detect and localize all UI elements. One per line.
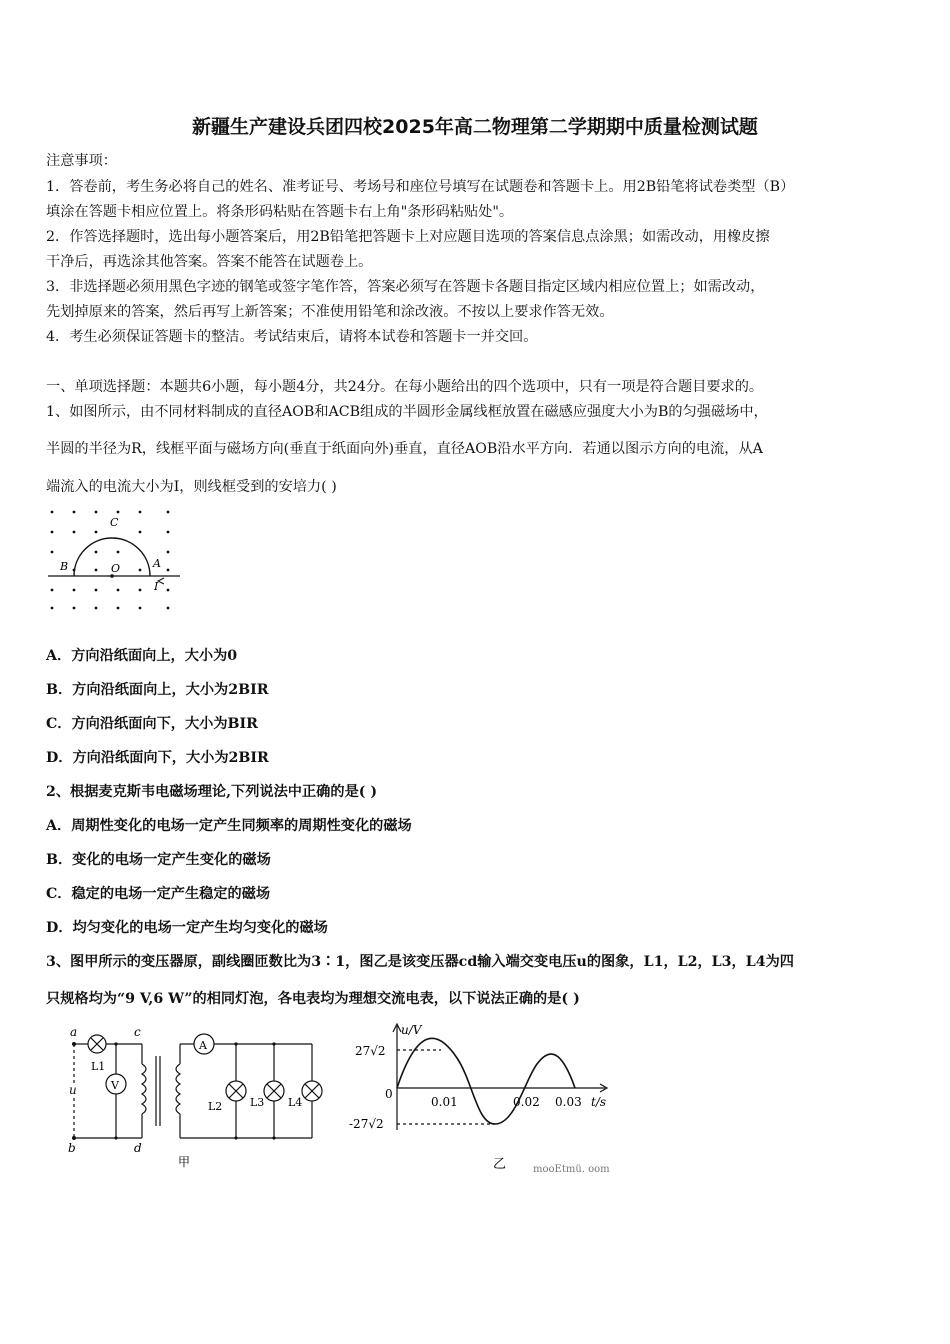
question-1-stem: 1、如图所示，由不同材料制成的直径AOB和ACB组成的半圆形金属线框放置在磁感应强度大小为B的匀强磁场中， (46, 404, 768, 420)
terminal-c-label: c (134, 1025, 141, 1039)
question-2-option-a[interactable]: A．周期性变化的电场一定产生同频率的周期性变化的磁场 (46, 818, 412, 834)
terminal-b-label: b (68, 1141, 76, 1155)
question-3-stem: 只规格均为“9 V,6 W”的相同灯泡，各电表均为理想交流电表，以下说法正确的是( ) (46, 991, 580, 1007)
question-1-option-a[interactable]: A．方向沿纸面向上，大小为0 (46, 648, 238, 664)
graph-xlabel: t/s (591, 1095, 607, 1109)
question-2-option-d[interactable]: D．均匀变化的电场一定产生均匀变化的磁场 (46, 920, 328, 936)
lamp-l3-label: L3 (250, 1096, 265, 1109)
transformer-circuit-figure (60, 1022, 330, 1172)
terminal-a-label: a (70, 1025, 78, 1039)
watermark-text: mooEtmü. oom (533, 1164, 610, 1175)
page-title: 新疆生产建设兵团四校2025年高二物理第二学期期中质量检测试题 (192, 116, 758, 138)
section-heading: 一、单项选择题：本题共6小题，每小题4分，共24分。在每小题给出的四个选项中，只有一项是符合题目要求的。 (46, 379, 764, 395)
graph-tick-label: 0.03 (555, 1095, 582, 1109)
graph-ylabel: u/V (401, 1023, 422, 1037)
voltmeter-label: V (111, 1079, 119, 1092)
question-1-option-b[interactable]: B．方向沿纸面向上，大小为2BIR (46, 682, 269, 698)
question-1-stem: 半圆的半径为R，线框平面与磁场方向(垂直于纸面向外)垂直，直径AOB沿水平方向．若通以图示方向的电流，从A (46, 441, 763, 457)
label-b: B (60, 560, 69, 573)
question-3-stem: 3、图甲所示的变压器原，副线圈匝数比为3∶1，图乙是该变压器cd输入端交变电压u的图象，L1，L2，L3，L4为四 (46, 954, 794, 970)
notice-line: 先划掉原来的答案，然后再写上新答案；不准使用铅笔和涂改液。不按以上要求作答无效。 (46, 304, 614, 320)
graph-ymin-label: -27√2 (349, 1117, 384, 1131)
label-i: I (154, 580, 159, 593)
graph-ymax-label: 27√2 (355, 1044, 386, 1058)
question-1-stem: 端流入的电流大小为I，则线框受到的安培力( ) (46, 479, 337, 495)
question-2-option-c[interactable]: C．稳定的电场一定产生稳定的磁场 (46, 886, 271, 902)
lamp-l4-label: L4 (288, 1096, 303, 1109)
question-2-stem: 2、根据麦克斯韦电磁场理论,下列说法中正确的是( ) (46, 784, 378, 800)
label-a: A (153, 557, 161, 570)
question-2-option-b[interactable]: B．变化的电场一定产生变化的磁场 (46, 852, 271, 868)
notice-heading: 注意事项： (46, 153, 117, 169)
question-1-option-d[interactable]: D．方向沿纸面向下，大小为2BIR (46, 750, 269, 766)
voltage-u-label: u (69, 1083, 77, 1097)
ammeter-label: A (199, 1039, 207, 1052)
notice-line: 1．答卷前，考生务必将自己的姓名、准考证号、考场号和座位号填写在试题卷和答题卡上。用2B铅笔将试卷类型（B） (46, 179, 795, 195)
magnetic-field-figure (44, 506, 184, 616)
graph-tick-label: 0.02 (513, 1095, 540, 1109)
lamp-l2-label: L2 (208, 1100, 223, 1113)
notice-line: 填涂在答题卡相应位置上。将条形码粘贴在答题卡右上角"条形码粘贴处"。 (46, 204, 514, 220)
notice-line: 3．非选择题必须用黑色字迹的钢笔或签字笔作答，答案必须写在答题卡各题目指定区域内相应位置上；如需改动， (46, 279, 765, 295)
lamp-l1-label: L1 (91, 1060, 106, 1073)
notice-line: 干净后，再选涂其他答案。答案不能答在试题卷上。 (46, 254, 373, 270)
voltage-graph-figure (345, 1020, 620, 1175)
label-o: O (111, 562, 121, 575)
graph-caption: 乙 (493, 1157, 507, 1172)
circuit-caption: 甲 (178, 1155, 191, 1169)
notice-line: 4．考生必须保证答题卡的整洁。考试结束后，请将本试卷和答题卡一并交回。 (46, 329, 538, 345)
terminal-d-label: d (134, 1141, 142, 1155)
notice-line: 2．作答选择题时，选出每小题答案后，用2B铅笔把答题卡上对应题目选项的答案信息点涂黑；如需改动，用橡皮擦 (46, 229, 770, 245)
label-c: C (110, 516, 119, 529)
question-1-option-c[interactable]: C．方向沿纸面向下，大小为BIR (46, 716, 258, 732)
graph-tick-label: 0.01 (431, 1095, 458, 1109)
graph-zero-label: 0 (385, 1087, 393, 1101)
